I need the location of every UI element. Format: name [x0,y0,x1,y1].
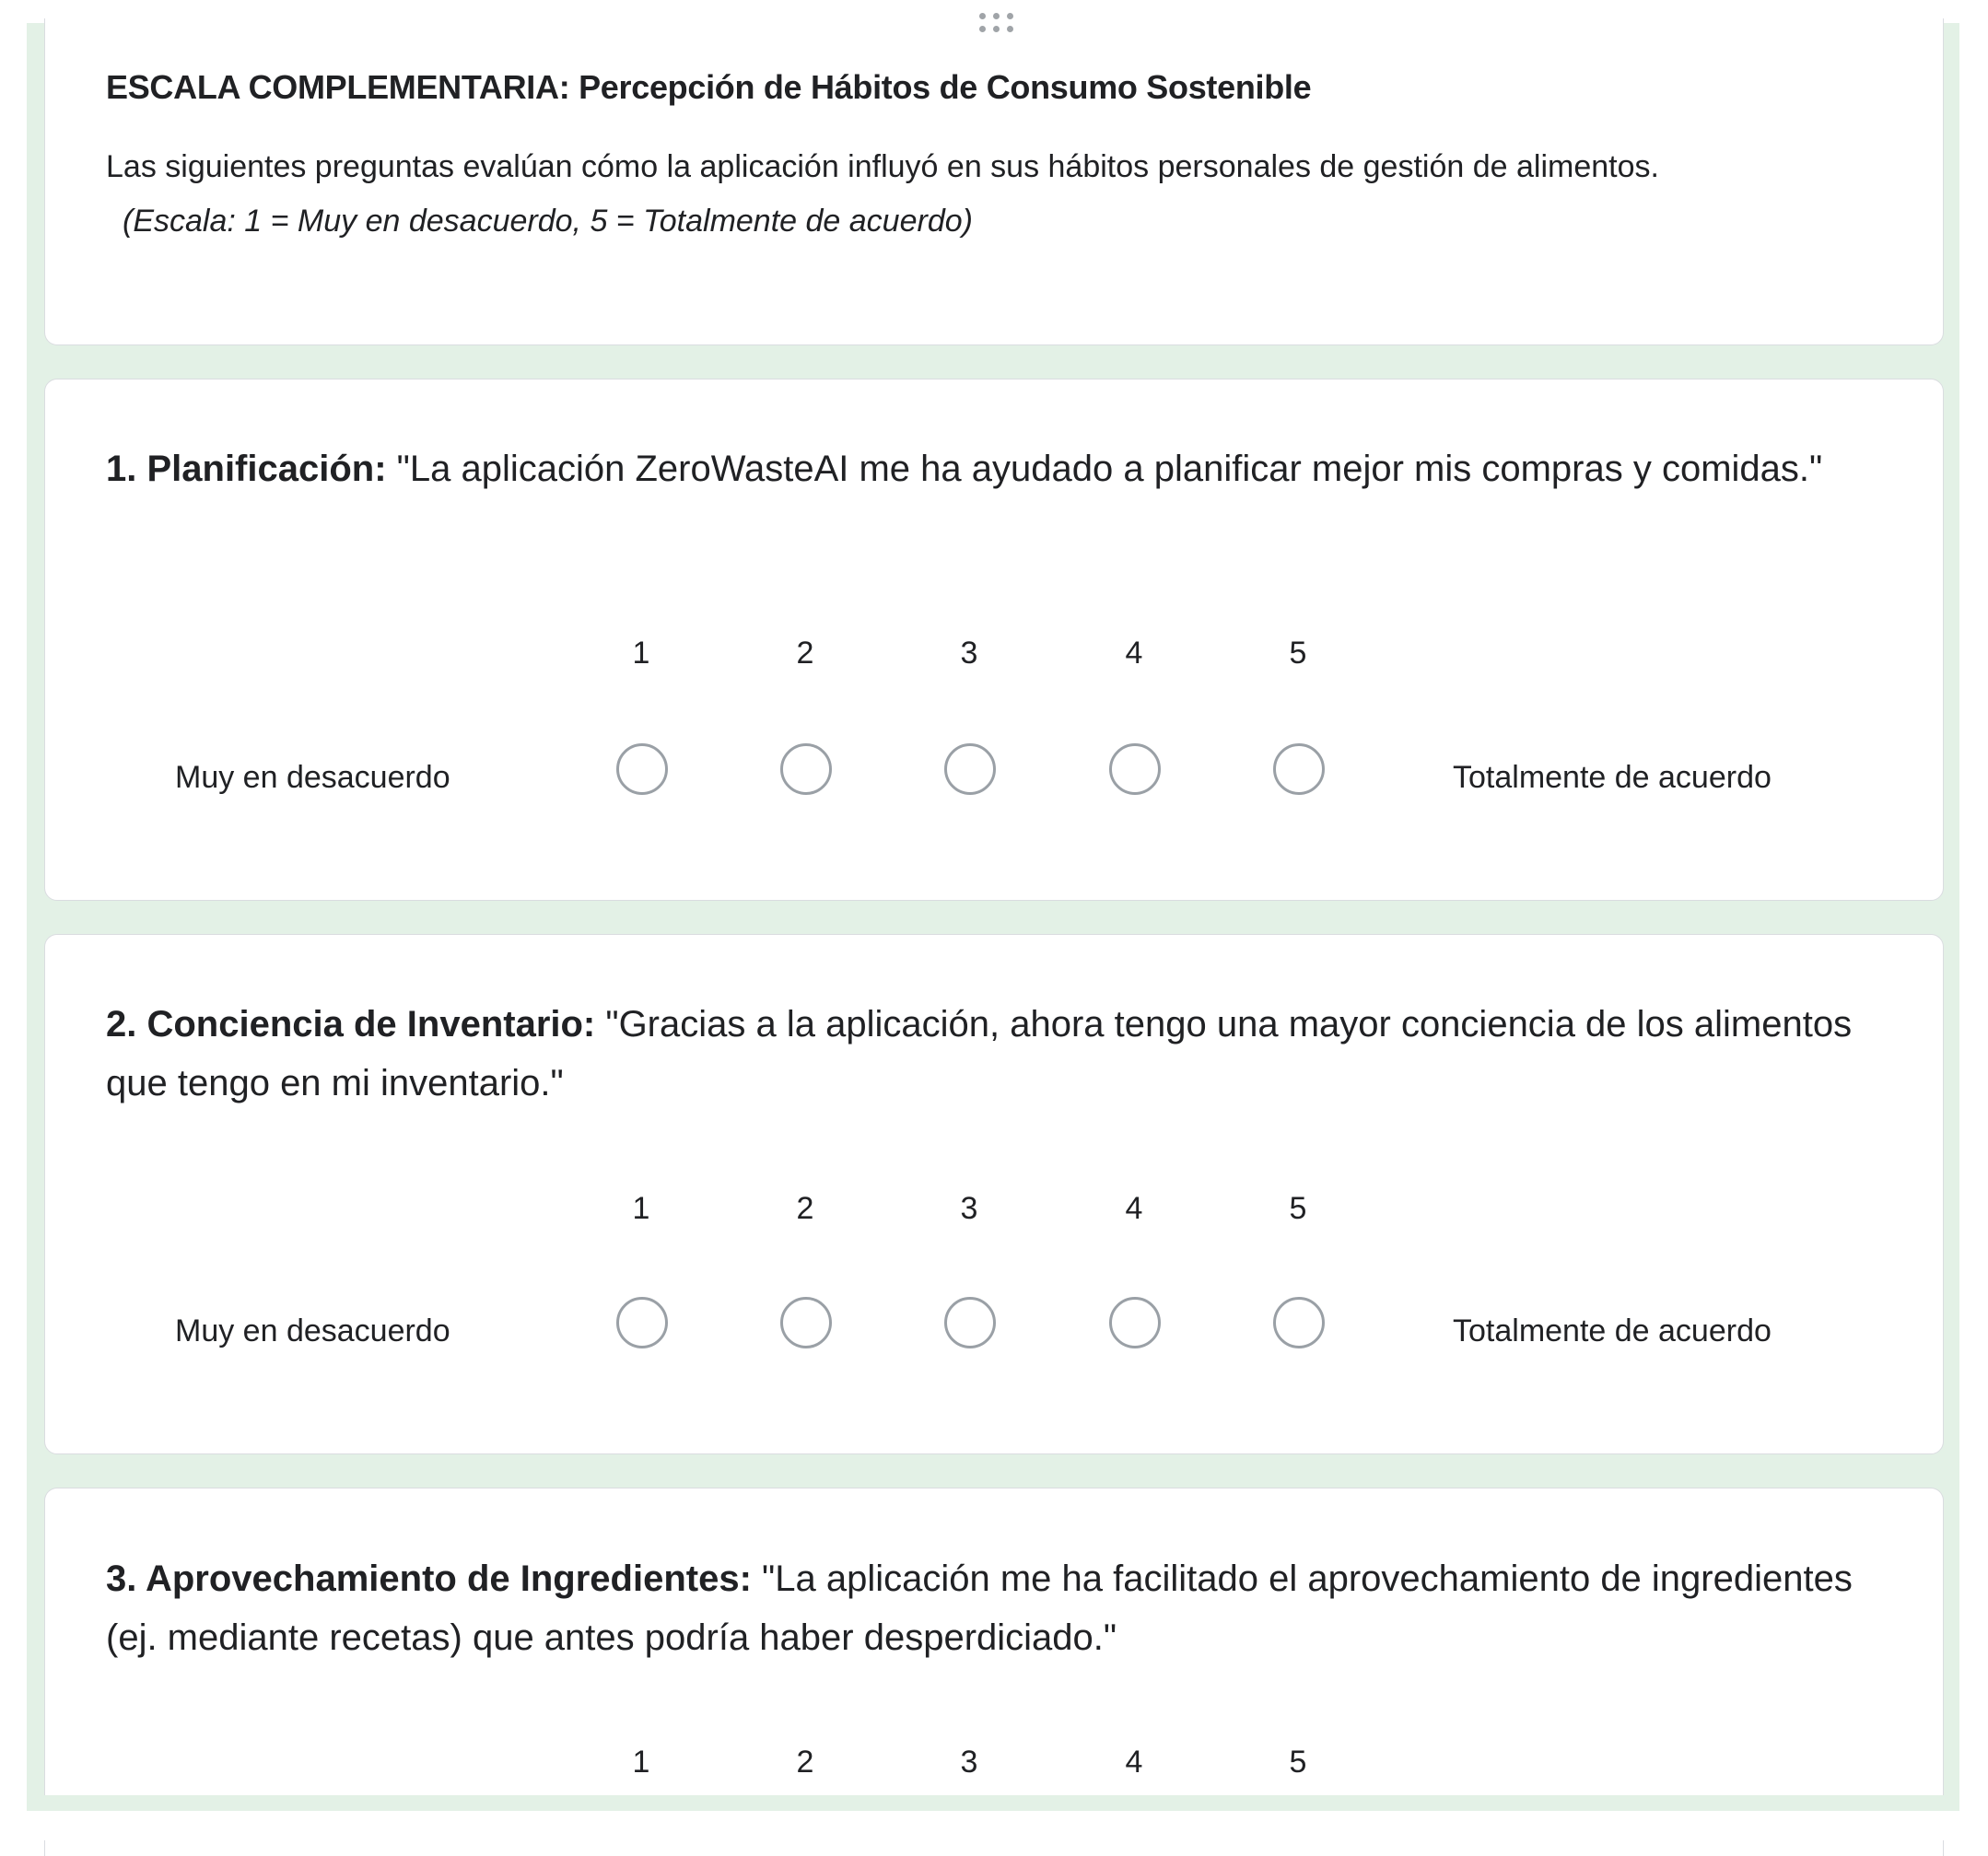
radio-option-3[interactable] [944,743,996,795]
section-title: ESCALA COMPLEMENTARIA: Percepción de Hábitos de Consumo Sostenible [106,68,1312,106]
scale-number: 4 [1125,636,1143,671]
scale-number: 3 [960,636,978,671]
scale-number: 1 [632,1191,650,1226]
question-title-3 [106,1549,1856,1667]
scale-number: 5 [1289,636,1307,671]
question-title-1 [106,439,1856,498]
scale-number: 2 [796,636,814,671]
scale-number: 4 [1125,1191,1143,1226]
radio-option-1[interactable] [616,743,668,795]
page-bottom [0,1811,1988,1840]
radio-option-2[interactable] [780,1297,832,1348]
scale-number: 5 [1289,1191,1307,1226]
scale-number: 2 [796,1191,814,1226]
scale-low-label: Muy en desacuerdo [175,1313,450,1348]
radio-option-1[interactable] [616,1297,668,1348]
scale-high-label: Totalmente de acuerdo [1453,760,1772,795]
scale-number: 1 [632,636,650,671]
scale-low-label: Muy en desacuerdo [175,760,450,795]
scale-number: 3 [960,1191,978,1226]
radio-option-2[interactable] [780,743,832,795]
scale-number: 3 [960,1745,978,1780]
section-description [106,140,1838,249]
drag-handle-icon[interactable] [979,17,1020,37]
question-label: 3. Aprovechamiento de Ingredientes: [106,1558,752,1599]
question-text: "Gracias a la aplicación, ahora tengo una mayor conciencia de los alimentos que tengo en mi inventario." [106,1004,1853,1103]
question-title-2 [106,995,1856,1113]
question-label: 2. Conciencia de Inventario: [106,1004,596,1045]
question-text: "La aplicación me ha facilitado el aprovechamiento de ingredientes (ej. mediante recetas) que antes podría haber desperdiciado." [106,1558,1853,1658]
radio-option-4[interactable] [1109,1297,1161,1348]
radio-option-4[interactable] [1109,743,1161,795]
scale-note: (Escala: 1 = Muy en desacuerdo, 5 = Totalmente de acuerdo) [123,204,973,239]
scale-number: 2 [796,1745,814,1780]
scale-number: 4 [1125,1745,1143,1780]
form-background-bottom [27,1795,1959,1811]
scale-number: 1 [632,1745,650,1780]
radio-option-5[interactable] [1273,1297,1325,1348]
radio-option-3[interactable] [944,1297,996,1348]
scale-high-label: Totalmente de acuerdo [1453,1313,1772,1348]
question-label: 1. Planificación: [106,449,387,489]
radio-option-5[interactable] [1273,743,1325,795]
question-text: "La aplicación ZeroWasteAI me ha ayudado a planificar mejor mis compras y comidas." [386,449,1823,489]
section-description-text: Las siguientes preguntas evalúan cómo la aplicación influyó en sus hábitos personales de gestión de alimentos. [106,149,1659,184]
scale-number: 5 [1289,1745,1307,1780]
